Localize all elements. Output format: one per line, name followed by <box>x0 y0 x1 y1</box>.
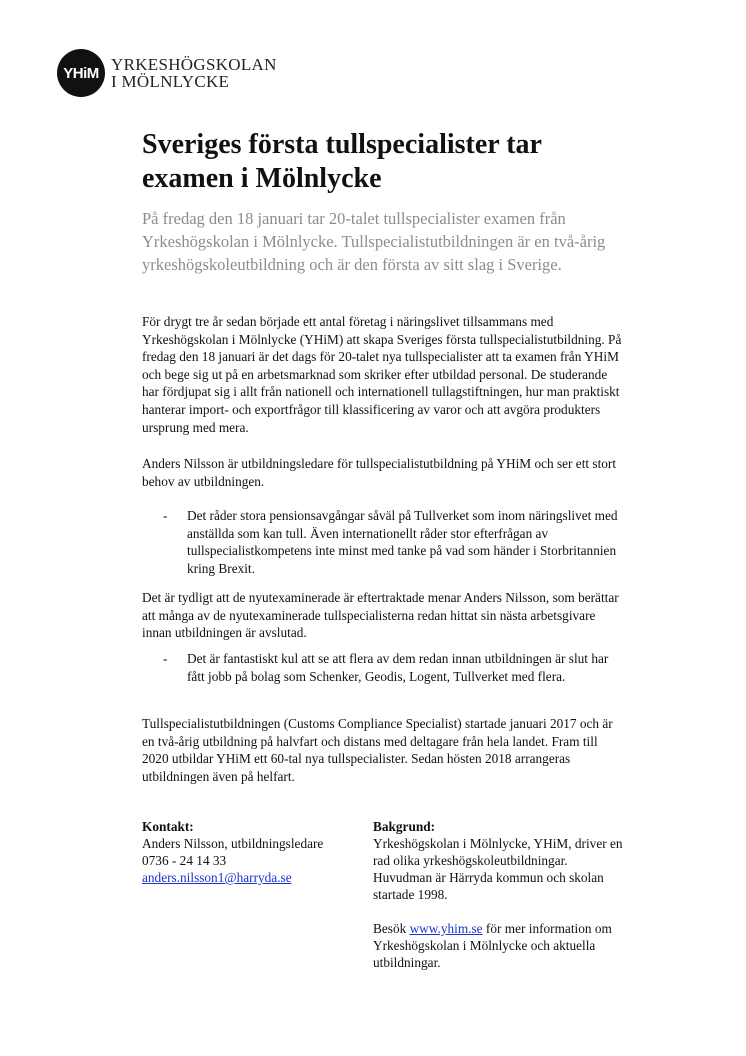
visit-paragraph <box>373 920 623 971</box>
logo-emblem <box>57 49 105 97</box>
page-title: Sveriges första tullspecialister tar examen i Mölnlycke <box>142 129 542 194</box>
logo-line-2: I MÖLNLYCKE <box>111 72 230 91</box>
bullet-text: Det är fantastiskt kul att se att flera av dem redan innan utbildningen är slut har fått jobb på bolag som Schenker, Geodis, Logent, Tullverket med flera. <box>187 651 609 684</box>
logo-wordmark <box>111 56 277 90</box>
body-paragraph-2: Anders Nilsson är utbildningsledare för tullspecialistutbildning på YHiM och ser ett stort behov av utbildningen. <box>142 456 617 489</box>
background-text: Yrkeshögskolan i Mölnlycke, YHiM, driver en rad olika yrkeshögskoleutbildningar. Huvudman är Härryda kommun och skolan startade 1998. <box>373 836 623 902</box>
contact-name: Anders Nilsson, utbildningsledare <box>142 836 324 851</box>
bullet-dash: - <box>163 508 168 523</box>
background-section <box>373 818 623 971</box>
body-paragraph-3: Det är tydligt att de nyutexaminerade är eftertraktade menar Anders Nilsson, som berättar att många av de nyutexaminerade tullspecialisterna redan hittat sin nästa arbetsgivare innan utbildningen är avslutad. <box>142 590 619 641</box>
bullet-text: Det råder stora pensionsavgångar såväl på Tullverket som inom näringslivet med anställda som kan tull. Även internationellt råder stor efterfrågan av tullspecialistkompetens inte minst med tanke på vad som händer i Storbritannien kring Brexit. <box>187 508 618 576</box>
lead-paragraph: På fredag den 18 januari tar 20-talet tullspecialister examen från Yrkeshögskolan i Mölnlycke. Tullspecialistutbildningen är en två-årig yrkeshögskoleutbildning och är den första av sitt slag i Sverige. <box>142 209 606 274</box>
body-paragraph-4: Tullspecialistutbildningen (Customs Compliance Specialist) startade januari 2017 och är en två-årig utbildning på halvfart och distans med deltagare från hela landet. Fram till 2020 utbildar YHiM ett 60-tal nya tullspecialister. Sedan hösten 2018 arrangeras utbildningen även på helfart. <box>142 716 613 784</box>
quote-bullet-1 <box>163 507 623 577</box>
quote-bullet-2 <box>163 650 623 685</box>
school-logo <box>57 49 277 97</box>
contact-heading: Kontakt: <box>142 819 194 834</box>
contact-section <box>142 818 357 886</box>
logo-line-1: YRKESHÖGSKOLAN <box>111 55 277 74</box>
visit-prefix: Besök <box>373 921 410 936</box>
contact-phone: 0736 - 24 14 33 <box>142 853 227 868</box>
body-paragraph-1: För drygt tre år sedan började ett antal företag i näringslivet tillsammans med Yrkeshögskolan i Mölnlycke (YHiM) att skapa Sveriges första tullspecialistutbildning. På fredag den 18 januari är det dags för 20-talet nya tullspecialister att ta examen från YHiM och bege sig ut på en arbetsmarknad som skriker efter utbildad personal. De studerande har fördjupat sig i allt från nationell och internationell tullagstiftningen, hur man praktiskt hanterar import- och exportfrågor till klassificering av varor och att avgöra produkters ursprung med mera. <box>142 314 622 435</box>
visit-suffix: för mer information om Yrkeshögskolan i Mölnlycke och aktuella utbildningar. <box>373 921 612 970</box>
background-heading: Bakgrund: <box>373 819 436 834</box>
logo-mark: YHiM <box>63 64 99 82</box>
website-link[interactable]: www.yhim.se <box>409 921 483 936</box>
contact-email-link[interactable]: anders.nilsson1@harryda.se <box>142 870 292 885</box>
bullet-dash: - <box>163 651 168 666</box>
